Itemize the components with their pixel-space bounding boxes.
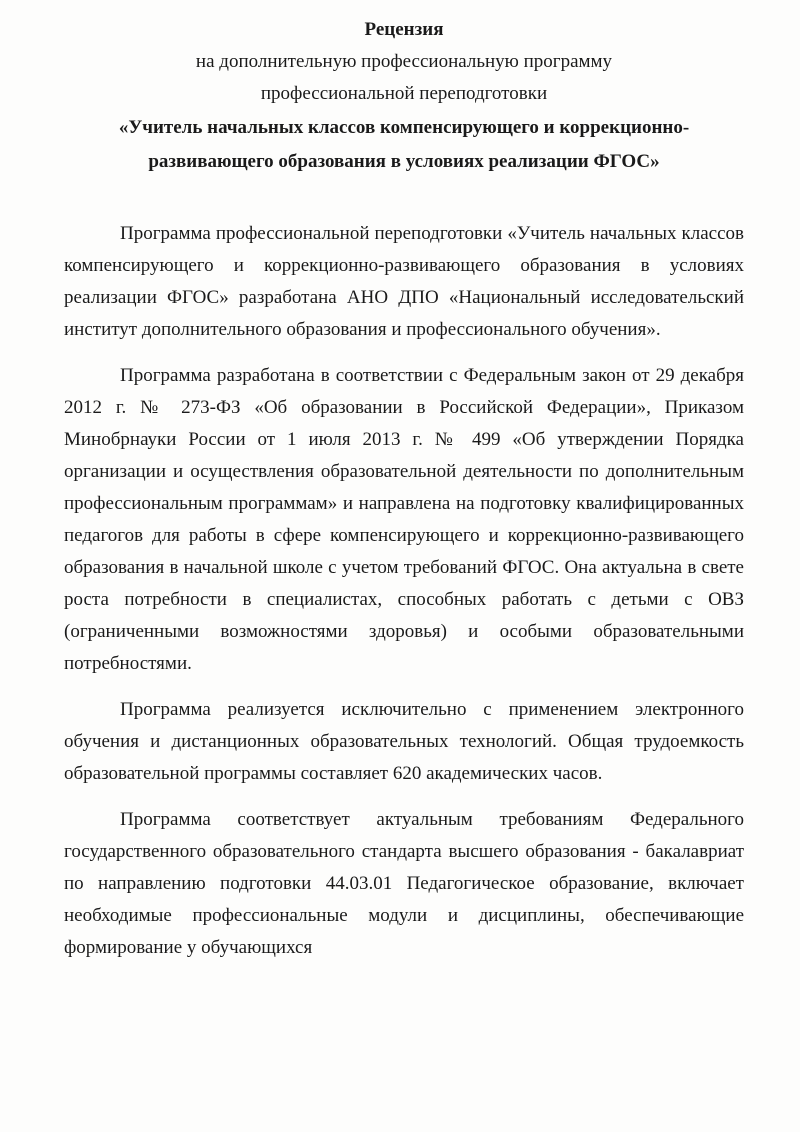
document-title: Рецензия	[364, 19, 444, 40]
program-name-line-1: «Учитель начальных классов компенсирующего и коррекционно-	[118, 117, 690, 138]
document-subtitle-line-2: профессиональной переподготовки	[260, 83, 548, 104]
paragraph-program-developer: Программа профессиональной переподготовки «Учитель начальных классов компенсирующего и коррекционно-развивающего образования в условиях реализации ФГОС» разработана АНО ДПО «Национальный исследовательский институт дополнительного образования и профессионального обучения».	[64, 223, 744, 340]
document-header	[64, 14, 744, 178]
document-subtitle-line-1: на дополнительную профессиональную программу	[195, 51, 613, 72]
program-name-line-2: развивающего образования в условиях реализации ФГОС»	[148, 151, 660, 172]
paragraph-delivery-format: Программа реализуется исключительно с применением электронного обучения и дистанционных образовательных технологий. Общая трудоемкость образовательной программы составляет 620 академических часов.	[64, 699, 744, 784]
document-body	[64, 218, 744, 964]
paragraph-standard-compliance: Программа соответствует актуальным требованиям Федерального государственного образовательного стандарта высшего образования - бакалавриат по направлению подготовки 44.03.01 Педагогическое образование, включает необходимые профессиональные модули и дисциплины, обеспечивающие формирование у обучающихся	[64, 809, 744, 958]
paragraph-legal-basis: Программа разработана в соответствии с Федеральным закон от 29 декабря 2012 г. № 273-ФЗ «Об образовании в Российской Федерации», Приказом Минобрнауки России от 1 июля 2013 г. № 499 «Об утверждении Порядка организации и осуществления образовательной деятельности по дополнительным профессиональным программам» и направлена на подготовку квалифицированных педагогов для работы в сфере компенсирующего и коррекционно-развивающего образования в начальной школе с учетом требований ФГОС. Она актуальна в свете роста потребности в специалистах, способных работать с детьми с ОВЗ (ограниченными возможностями здоровья) и особыми образовательными потребностями.	[64, 365, 744, 674]
